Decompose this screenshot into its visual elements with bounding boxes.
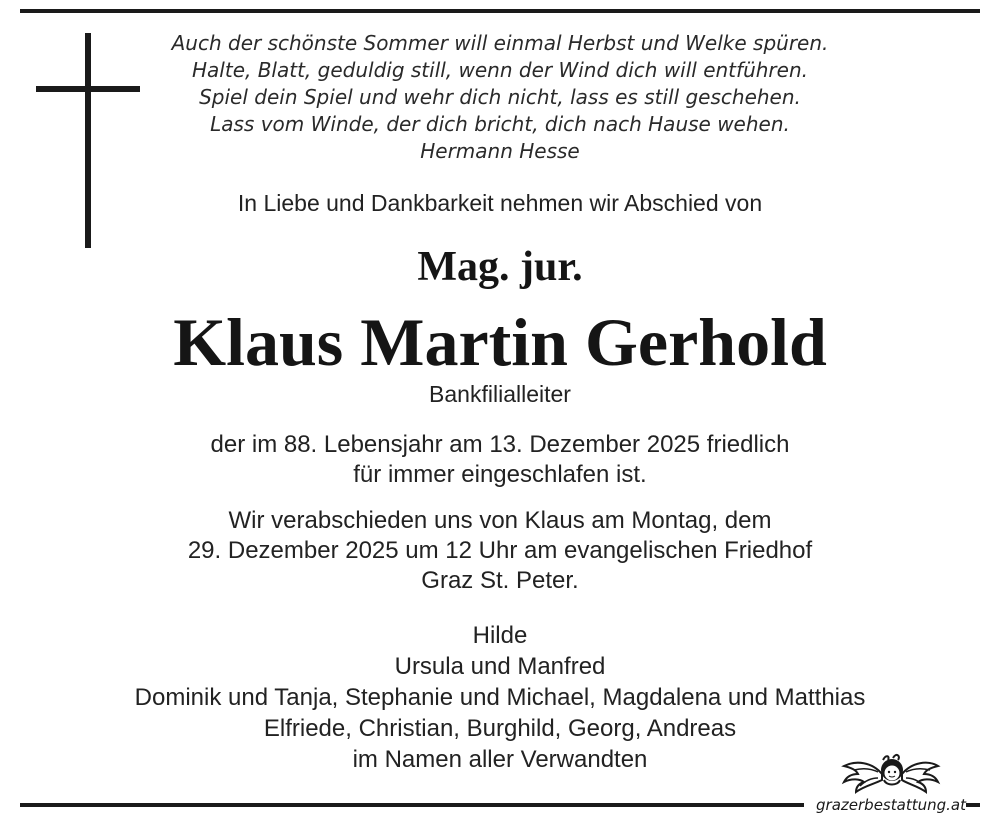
funeral-line: Wir verabschieden uns von Klaus am Montag, dem <box>228 507 772 534</box>
poem-line: Auch der schönste Sommer will einmal Herbst und Welke spüren. <box>171 31 829 55</box>
bottom-border <box>20 803 804 807</box>
mourner-line: Elfriede, Christian, Burghild, Georg, Andreas <box>263 715 737 742</box>
mourner-line: Hilde <box>472 622 528 649</box>
death-notice-line: für immer eingeschlafen ist. <box>353 461 647 488</box>
death-notice-line: der im 88. Lebensjahr am 13. Dezember 2025 friedlich <box>210 431 790 458</box>
mourner-line: Dominik und Tanja, Stephanie und Michael, Magdalena und Matthias <box>134 684 866 711</box>
funeral-line: 29. Dezember 2025 um 12 Uhr am evangelischen Friedhof <box>187 537 813 564</box>
poem-line: Lass vom Winde, der dich bricht, dich nach Hause wehen. <box>210 112 790 136</box>
funeral-line: Graz St. Peter. <box>421 567 579 594</box>
death-notice <box>0 430 1000 490</box>
poem-line: Spiel dein Spiel und wehr dich nicht, lass es still geschehen. <box>199 85 801 109</box>
mourner-line: im Namen aller Verwandten <box>352 746 648 773</box>
deceased-name: Klaus Martin Gerhold <box>173 304 827 380</box>
website-link[interactable]: grazerbestattung.at <box>816 796 966 814</box>
poem-line: Halte, Blatt, geduldig still, wenn der Wind dich will entführen. <box>192 58 808 82</box>
funeral-info <box>0 506 1000 596</box>
top-border <box>20 9 980 13</box>
poem-author: Hermann Hesse <box>420 139 580 163</box>
mourner-line: Ursula und Manfred <box>394 653 606 680</box>
angel-icon <box>838 748 942 796</box>
profession: Bankfilialleiter <box>429 381 571 407</box>
poem <box>100 30 900 165</box>
academic-title: Mag. jur. <box>417 244 583 290</box>
intro-text: In Liebe und Dankbarkeit nehmen wir Abschied von <box>237 190 763 216</box>
